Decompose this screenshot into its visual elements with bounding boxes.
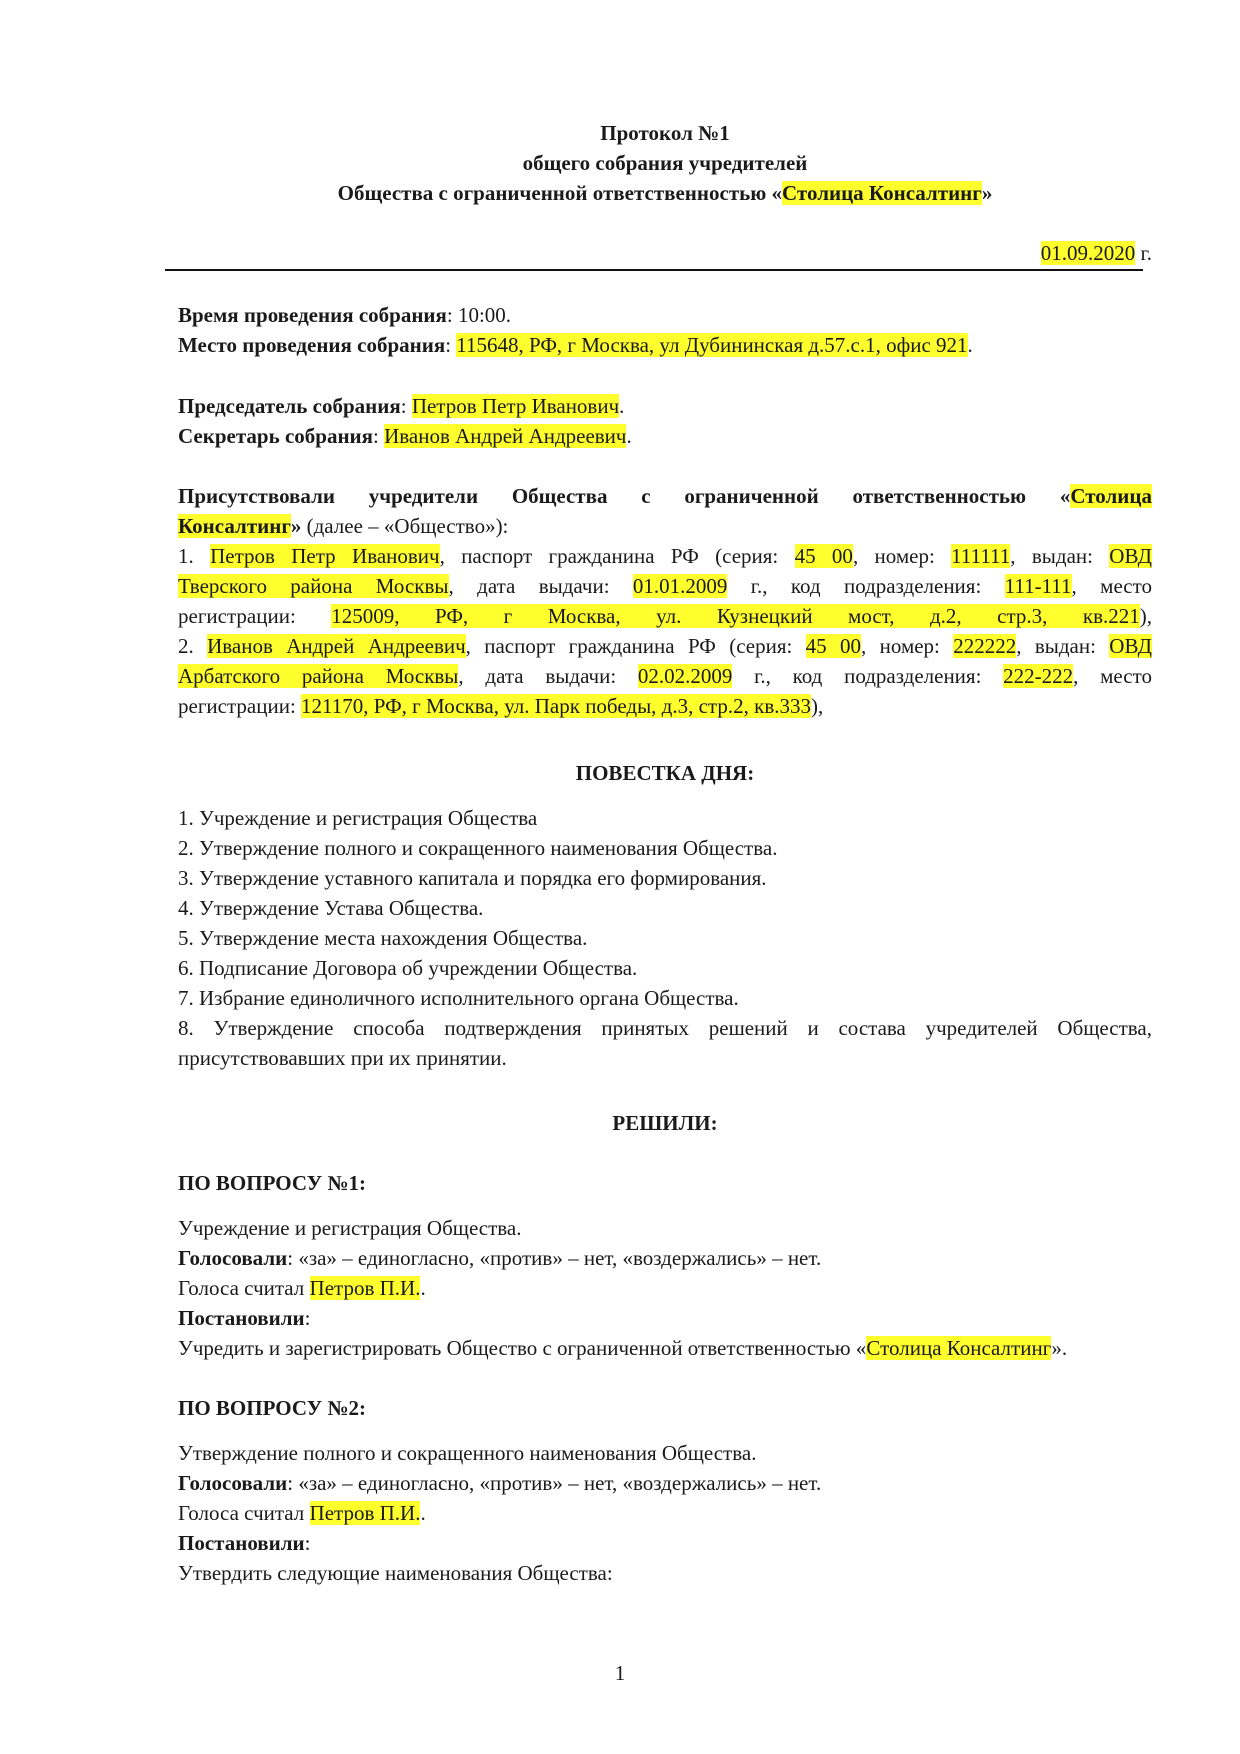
attendees-intro: Присутствовали учредители Общества с ограниченной ответственностью «Столица xyxy=(178,484,1152,508)
agenda-item: 4. Утверждение Устава Общества. xyxy=(178,896,484,920)
attendee-2-line-2: Арбатского района Москвы, дата выдачи: 02.02.2009 г., код подразделения: 222-222, место xyxy=(178,664,1152,688)
attendees-intro-cont: Консалтинг» (далее – «Общество»): xyxy=(178,514,509,538)
question-2-heading: ПО ВОПРОСУ №2: xyxy=(178,1396,367,1420)
agenda-item: 2. Утверждение полного и сокращенного наименования Общества. xyxy=(178,836,778,860)
question-1-resolved-label: Постановили: xyxy=(178,1306,311,1330)
attendee-1-line-2: Тверского района Москвы, дата выдачи: 01.01.2009 г., код подразделения: 111-111, место xyxy=(178,574,1153,598)
agenda-item: 7. Избрание единоличного исполнительного органа Общества. xyxy=(178,986,739,1010)
agenda-item-cont: присутствовавших при их принятии. xyxy=(178,1046,507,1070)
meeting-secretary: Секретарь собрания: Иванов Андрей Андреевич. xyxy=(178,424,632,448)
attendee-1-line-1: 1. Петров Петр Иванович, паспорт гражданина РФ (серия: 45 00, номер: 111111, выдан: ОВД xyxy=(178,544,1152,568)
meeting-chair: Председатель собрания: Петров Петр Иванович. xyxy=(178,394,625,418)
attendee-2-line-3: регистрации: 121170, РФ, г Москва, ул. Парк победы, д.3, стр.2, кв.333), xyxy=(178,694,824,718)
protocol-title: Протокол №1 xyxy=(600,121,730,145)
header-divider xyxy=(165,269,1143,271)
agenda-item: 1. Учреждение и регистрация Общества xyxy=(178,806,538,830)
document-date: 01.09.2020 г. xyxy=(1040,241,1152,265)
question-2-topic: Утверждение полного и сокращенного наименования Общества. xyxy=(178,1441,757,1465)
question-1-topic: Учреждение и регистрация Общества. xyxy=(178,1216,522,1240)
attendee-1-line-3: регистрации: 125009, РФ, г Москва, ул. Кузнецкий мост, д.2, стр.3, кв.221), xyxy=(178,604,1153,628)
meeting-place: Место проведения собрания: 115648, РФ, г Москва, ул Дубининская д.57.с.1, офис 921. xyxy=(178,333,973,357)
agenda-item: 3. Утверждение уставного капитала и порядка его формирования. xyxy=(178,866,767,890)
org-name: Столица Консалтинг xyxy=(782,181,982,205)
meeting-time: Время проведения собрания: 10:00. xyxy=(178,303,512,327)
question-2-resolution: Утвердить следующие наименования Общества: xyxy=(178,1561,613,1585)
question-2-resolved-label: Постановили: xyxy=(178,1531,311,1555)
decisions-title: РЕШИЛИ: xyxy=(612,1111,718,1135)
question-1-resolution: Учредить и зарегистрировать Общество с ограниченной ответственностью «Столица Консалтинг». xyxy=(178,1336,1068,1360)
agenda-item: 6. Подписание Договора об учреждении Общества. xyxy=(178,956,638,980)
agenda-item: 5. Утверждение места нахождения Общества. xyxy=(178,926,588,950)
protocol-subtitle: общего собрания учредителей xyxy=(522,151,808,175)
organization-line: Общества с ограниченной ответственностью «Столица Консалтинг» xyxy=(337,181,993,205)
question-2-votes: Голосовали: «за» – единогласно, «против» – нет, «воздержались» – нет. xyxy=(178,1471,822,1495)
page-number: 1 xyxy=(614,1661,626,1685)
question-1-votes: Голосовали: «за» – единогласно, «против» – нет, «воздержались» – нет. xyxy=(178,1246,822,1270)
question-1-heading: ПО ВОПРОСУ №1: xyxy=(178,1171,367,1195)
agenda-title: ПОВЕСТКА ДНЯ: xyxy=(575,761,755,785)
attendee-2-line-1: 2. Иванов Андрей Андреевич, паспорт гражданина РФ (серия: 45 00, номер: 222222, выдан: ОВД xyxy=(178,634,1152,658)
question-2-counter: Голоса считал Петров П.И.. xyxy=(178,1501,426,1525)
question-1-counter: Голоса считал Петров П.И.. xyxy=(178,1276,426,1300)
agenda-item: 8. Утверждение способа подтверждения принятых решений и состава учредителей Общества, xyxy=(178,1016,1152,1040)
